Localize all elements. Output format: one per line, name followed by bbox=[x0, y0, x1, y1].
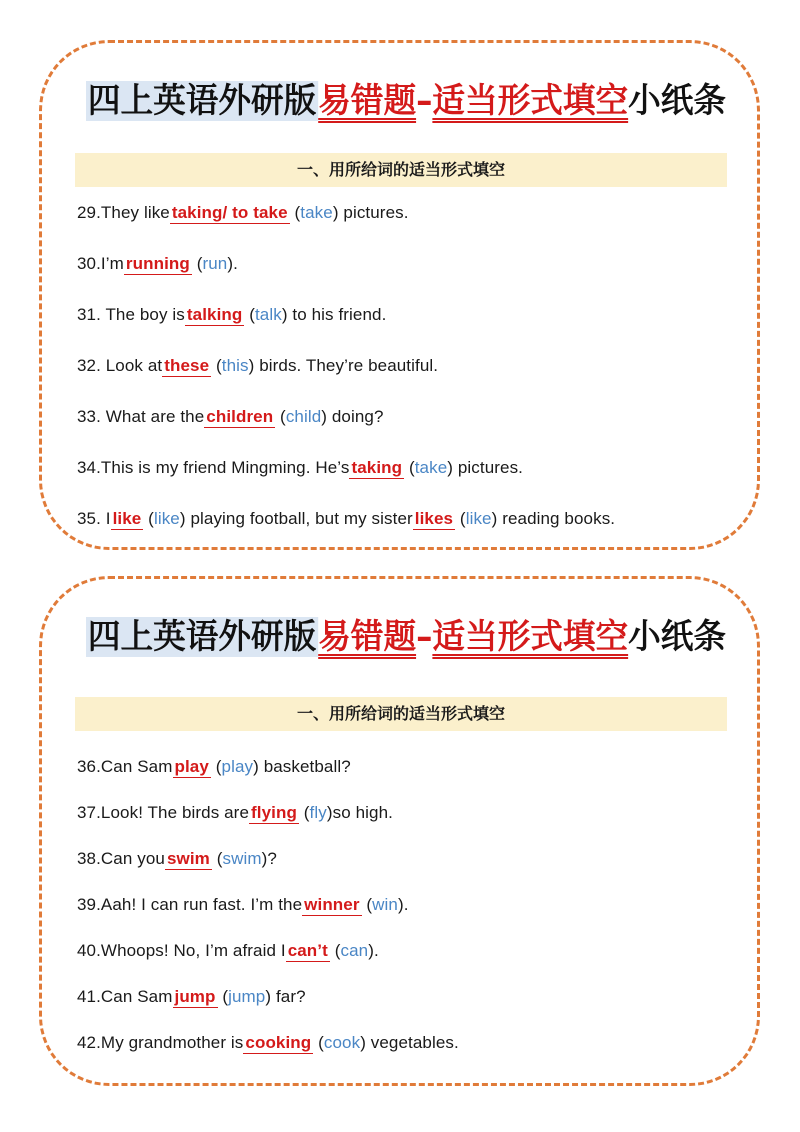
question-41 bbox=[77, 987, 306, 1008]
card-title bbox=[86, 75, 726, 127]
answer-blank: children bbox=[206, 407, 274, 426]
question-text: 32. Look at bbox=[77, 356, 163, 375]
question-text-end: ) vegetables. bbox=[360, 1033, 459, 1052]
hint-word: jump bbox=[228, 987, 266, 1006]
question-text-end: ). bbox=[397, 895, 409, 914]
title-dash: – bbox=[416, 617, 433, 657]
question-text-mid: ) playing football, but my sister bbox=[179, 509, 413, 528]
question-text: 36.Can Sam bbox=[77, 757, 173, 776]
section-heading: 一、用所给词的适当形式填空 bbox=[75, 697, 727, 731]
hint-word: like bbox=[153, 509, 180, 528]
question-text-end: ) pictures. bbox=[447, 458, 523, 477]
question-text-end: ) birds. They’re beautiful. bbox=[248, 356, 439, 375]
question-text: 29.They like bbox=[77, 203, 170, 222]
section-heading: 一、用所给词的适当形式填空 bbox=[75, 153, 727, 187]
title-part-errors: 易错题 bbox=[318, 81, 417, 121]
question-text: 34.This is my friend Mingming. He’s bbox=[77, 458, 350, 477]
question-text-end: )? bbox=[261, 849, 277, 868]
paren-open: ( bbox=[298, 803, 310, 822]
answer-blank-2: likes bbox=[414, 509, 454, 528]
hint-word: take bbox=[300, 203, 333, 222]
paren-open-2: ( bbox=[455, 509, 466, 528]
question-text-end: ) basketball? bbox=[253, 757, 351, 776]
answer-blank: play bbox=[174, 757, 209, 776]
paren-open: ( bbox=[361, 895, 373, 914]
question-34 bbox=[77, 458, 523, 479]
exercise-card-1 bbox=[39, 40, 760, 550]
hint-word: this bbox=[221, 356, 249, 375]
question-text: 31. The boy is bbox=[77, 305, 185, 324]
hint-word: child bbox=[285, 407, 322, 426]
answer-blank: can’t bbox=[287, 941, 328, 960]
question-42 bbox=[77, 1033, 459, 1054]
question-31 bbox=[77, 305, 386, 326]
answer-blank: talking bbox=[186, 305, 243, 324]
answer-blank: winner bbox=[304, 895, 360, 914]
question-35 bbox=[77, 509, 615, 530]
title-part-grade: 四上英语外研版 bbox=[87, 81, 317, 121]
paren-open: ( bbox=[217, 987, 229, 1006]
question-text: 33. What are the bbox=[77, 407, 205, 426]
question-text: 30.I’m bbox=[77, 254, 124, 273]
question-text: 39.Aah! I can run fast. I’m the bbox=[77, 895, 303, 914]
question-29 bbox=[77, 203, 409, 224]
answer-blank: flying bbox=[251, 803, 297, 822]
question-text-end: ) reading books. bbox=[491, 509, 616, 528]
answer-blank: jump bbox=[174, 987, 216, 1006]
question-text-end: )so high. bbox=[326, 803, 393, 822]
question-36 bbox=[77, 757, 351, 778]
question-text-end: ) far? bbox=[265, 987, 306, 1006]
answer-blank: cooking bbox=[245, 1033, 312, 1052]
question-30 bbox=[77, 254, 238, 275]
question-text: 37.Look! The birds are bbox=[77, 803, 249, 822]
hint-word: win bbox=[372, 895, 398, 914]
title-part-note: 小纸条 bbox=[628, 81, 726, 121]
title-part-grade: 四上英语外研版 bbox=[87, 617, 317, 657]
question-text-end: ). bbox=[227, 254, 238, 273]
paren-open: ( bbox=[404, 458, 415, 477]
question-text-end: ) doing? bbox=[321, 407, 384, 426]
question-text: 42.My grandmother is bbox=[77, 1033, 244, 1052]
title-part-note: 小纸条 bbox=[628, 617, 726, 657]
hint-word-2: like bbox=[465, 509, 492, 528]
hint-word: fly bbox=[309, 803, 327, 822]
question-text-end: ) to his friend. bbox=[281, 305, 387, 324]
question-text-end: ) pictures. bbox=[332, 203, 409, 222]
paren-open: ( bbox=[329, 941, 341, 960]
paren-open: ( bbox=[210, 757, 222, 776]
hint-word: cook bbox=[323, 1033, 361, 1052]
answer-blank: taking bbox=[351, 458, 403, 477]
paren-open: ( bbox=[289, 203, 301, 222]
answer-blank: like bbox=[112, 509, 142, 528]
question-39 bbox=[77, 895, 409, 916]
question-33 bbox=[77, 407, 384, 428]
answer-blank: running bbox=[125, 254, 190, 273]
paren-open: ( bbox=[143, 509, 154, 528]
title-dash: – bbox=[416, 81, 433, 121]
question-37 bbox=[77, 803, 393, 824]
hint-word: can bbox=[340, 941, 369, 960]
answer-blank: these bbox=[164, 356, 210, 375]
hint-word: take bbox=[414, 458, 448, 477]
paren-open: ( bbox=[275, 407, 286, 426]
question-text: 41.Can Sam bbox=[77, 987, 173, 1006]
answer-blank: taking/ to take bbox=[171, 203, 288, 222]
paren-open: ( bbox=[191, 254, 203, 273]
question-32 bbox=[77, 356, 438, 377]
question-text: 35. I bbox=[77, 509, 111, 528]
question-text: 40.Whoops! No, I’m afraid I bbox=[77, 941, 286, 960]
question-38 bbox=[77, 849, 277, 870]
card-title bbox=[86, 611, 726, 663]
title-part-errors: 易错题 bbox=[318, 617, 417, 657]
paren-open: ( bbox=[244, 305, 255, 324]
hint-word: run bbox=[202, 254, 228, 273]
paren-open: ( bbox=[313, 1033, 324, 1052]
paren-open: ( bbox=[211, 356, 222, 375]
hint-word: swim bbox=[222, 849, 262, 868]
hint-word: talk bbox=[254, 305, 282, 324]
paren-open: ( bbox=[211, 849, 223, 868]
question-40 bbox=[77, 941, 379, 962]
exercise-card-2 bbox=[39, 576, 760, 1086]
hint-word: play bbox=[221, 757, 254, 776]
title-part-topic: 适当形式填空 bbox=[432, 81, 629, 121]
answer-blank: swim bbox=[166, 849, 210, 868]
question-text: 38.Can you bbox=[77, 849, 165, 868]
question-text-end: ). bbox=[368, 941, 379, 960]
title-part-topic: 适当形式填空 bbox=[432, 617, 629, 657]
